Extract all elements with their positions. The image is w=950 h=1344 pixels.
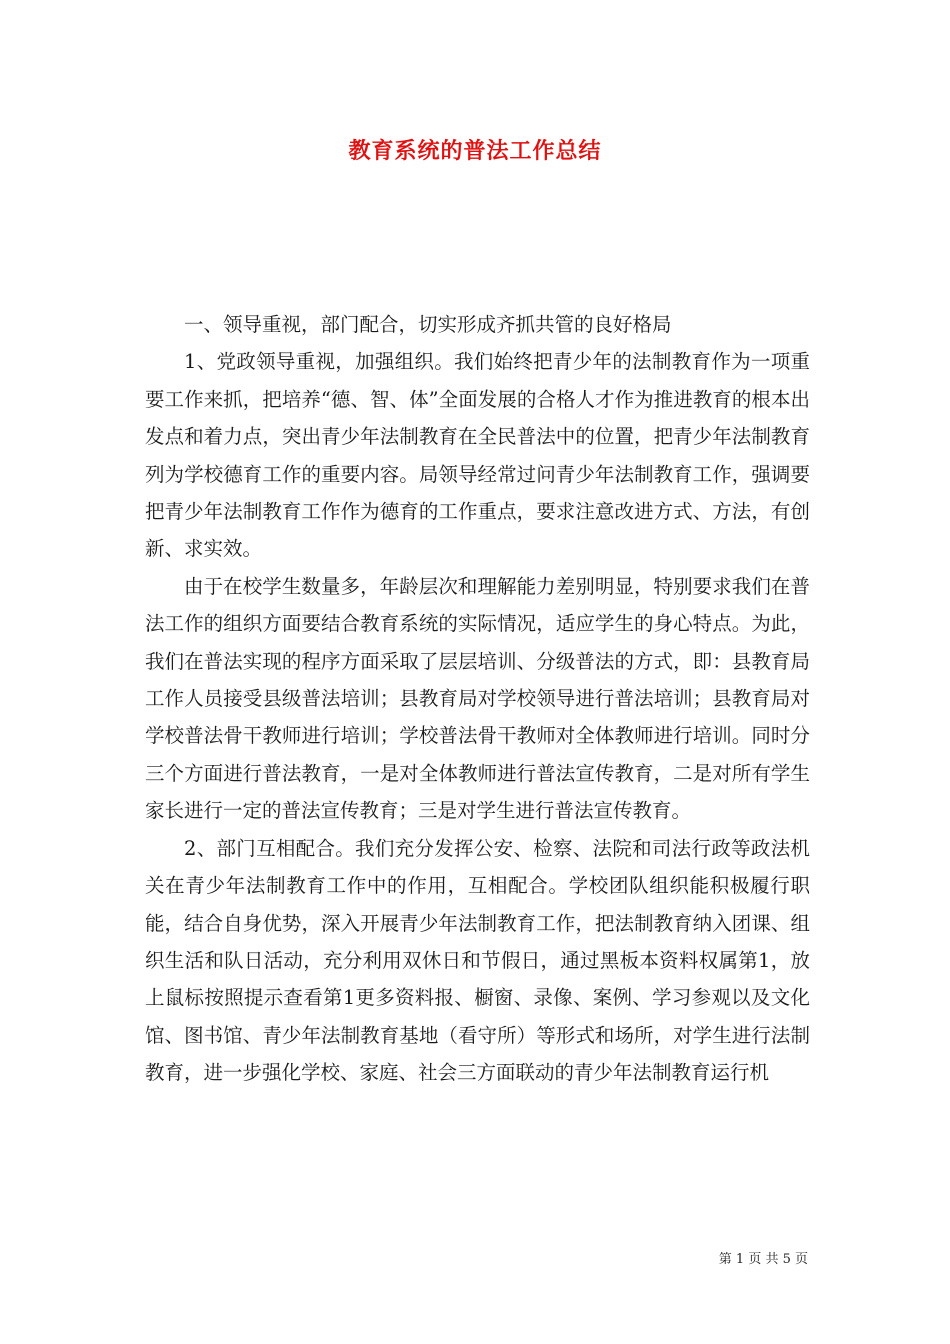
- paragraph: 由于在校学生数量多，年龄层次和理解能力差别明显，特别要求我们在普法工作的组织方面要结合教育系统的实际情况，适应学生的身心特点。为此，我们在普法实现的程序方面采取了层层培训、分级普法的方式，即：县教育局工作人员接受县级普法培训；县教育局对学校领导进行普法培训；县教育局对学校普法骨干教师进行培训；学校普法骨干教师对全体教师进行培训。同时分三个方面进行普法教育，一是对全体教师进行普法宣传教育，二是对所有学生家长进行一定的普法宣传教育；三是对学生进行普法宣传教育。: [145, 574, 810, 823]
- document-title: 教育系统的普法工作总结: [348, 138, 602, 164]
- paragraph: 1、党政领导重视，加强组织。我们始终把青少年的法制教育作为一项重要工作来抓，把培养“德、智、体”全面发展的合格人才作为推进教育的根本出发点和着力点，突出青少年法制教育在全民普法中的位置，把青少年法制教育列为学校德育工作的重要内容。局领导经常过问青少年法制教育工作，强调要把青少年法制教育工作作为德育的工作重点，要求注意改进方式、方法，有创新、求实效。: [145, 350, 810, 561]
- paragraph: 2、部门互相配合。我们充分发挥公安、检察、法院和司法行政等政法机关在青少年法制教育工作中的作用，互相配合。学校团队组织能积极履行职能，结合自身优势，深入开展青少年法制教育工作，把法制教育纳入团课、组织生活和队日活动，充分利用双休日和节假日，通过黑板本资料权属第1，放上鼠标按照提示查看第1更多资料报、橱窗、录像、案例、学习参观以及文化馆、图书馆、青少年法制教育基地（看守所）等形式和场所，对学生进行法制教育，进一步强化学校、家庭、社会三方面联动的青少年法制教育运行机: [145, 836, 810, 1085]
- page-number: 第 1 页 共 5 页: [718, 1252, 808, 1267]
- section-heading: 一、领导重视，部门配合，切实形成齐抓共管的良好格局: [184, 313, 672, 336]
- document-body: [145, 306, 810, 1092]
